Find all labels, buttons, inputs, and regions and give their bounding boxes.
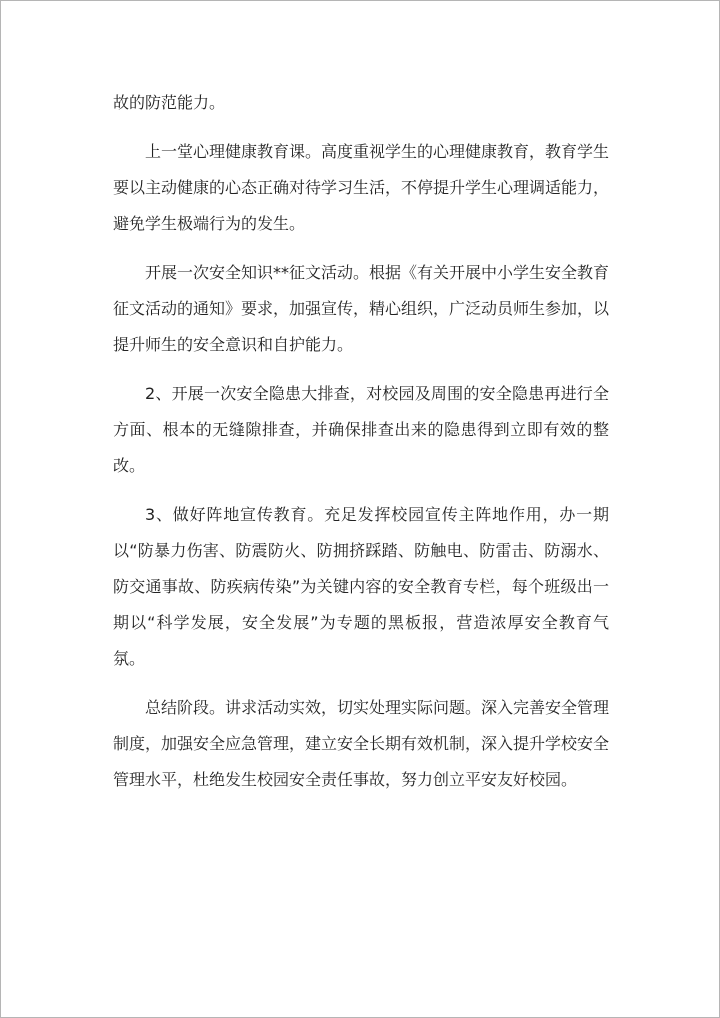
document-body	[113, 85, 609, 811]
paragraph-hazard-inspection: 2、开展一次安全隐患大排查，对校园及周围的安全隐患再进行全方面、根本的无缝隙排查，并确保排查出来的隐患得到立即有效的整改。	[113, 384, 609, 475]
paragraph-continuation: 故的防范能力。	[113, 93, 226, 112]
paragraph-summary-stage: 总结阶段。讲求活动实效，切实处理实际问题。深入完善安全管理制度，加强安全应急管理，建立安全长期有效机制，深入提升学校安全管理水平，杜绝发生校园安全责任事故，努力创立平安友好校园。	[113, 698, 610, 789]
paragraph-essay-activity: 开展一次安全知识**征文活动。根据《有关开展中小学生安全教育征文活动的通知》要求，加强宣传，精心组织，广泛动员师生参加，以提升师生的安全意识和自护能力。	[113, 263, 610, 354]
paragraph-psychology-class: 上一堂心理健康教育课。高度重视学生的心理健康教育，教育学生要以主动健康的心态正确对待学习生活，不停提升学生心理调适能力，避免学生极端行为的发生。	[113, 142, 610, 233]
paragraph-publicity-education: 3、做好阵地宣传教育。充足发挥校园宣传主阵地作用，办一期以“防暴力伤害、防震防火、防拥挤踩踏、防触电、防雷击、防溺水、防交通事故、防疾病传染”为关键内容的安全教育专栏，每个班级出一期以“科学发展，安全发展”为专题的黑板报，营造浓厚安全教育气氛。	[113, 505, 609, 668]
